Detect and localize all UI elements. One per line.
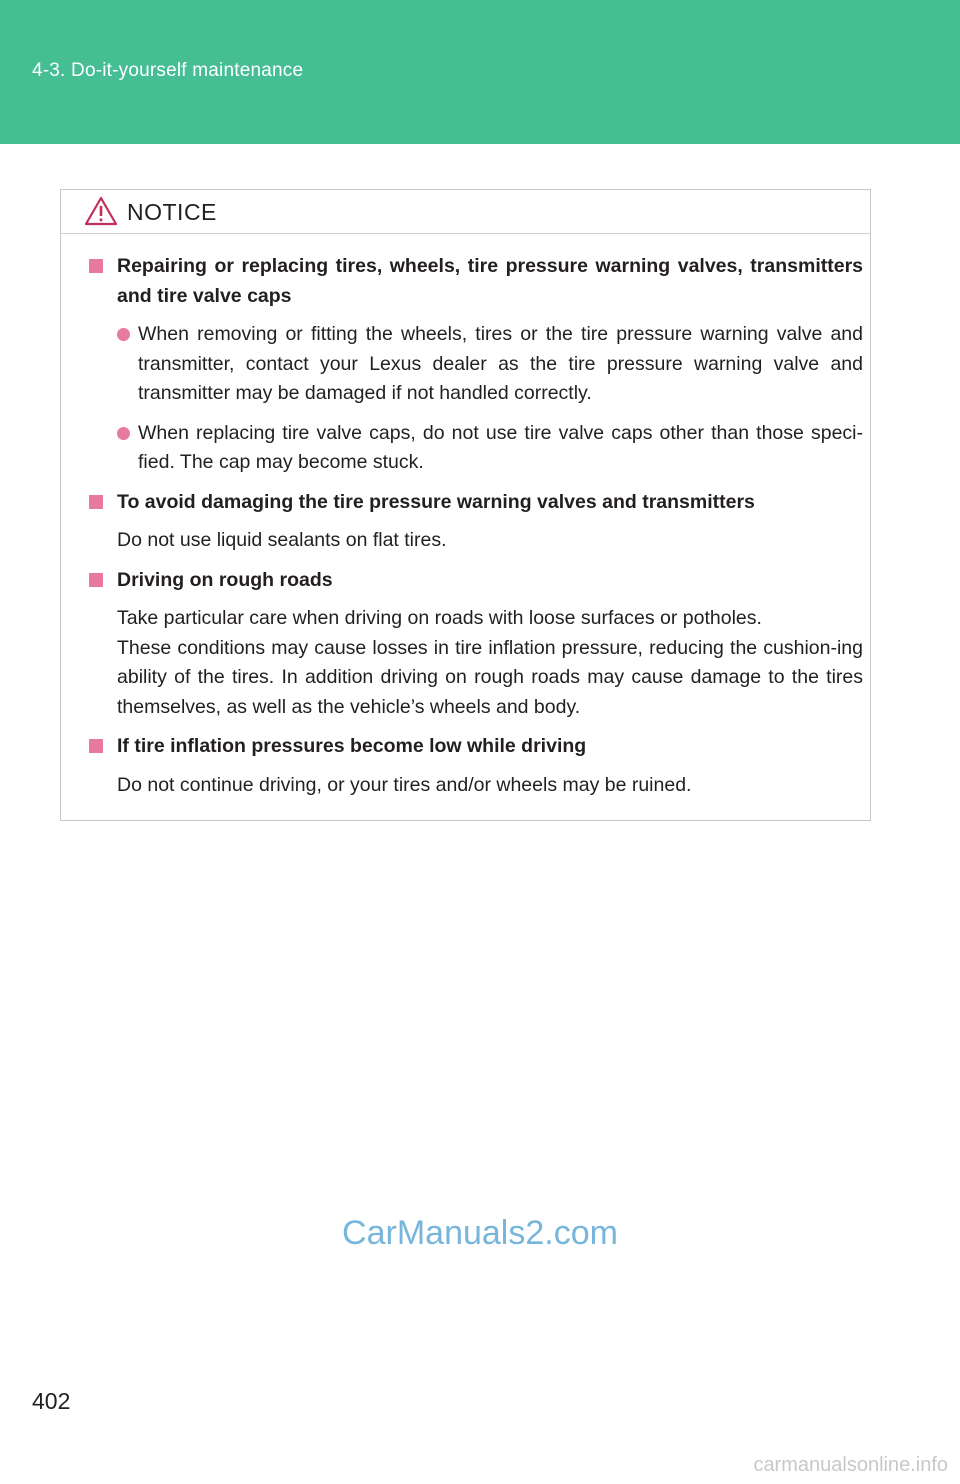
section-heading-text: To avoid damaging the tire pressure warning valves and transmitters — [117, 490, 755, 513]
notice-title: NOTICE — [127, 199, 217, 225]
bullet-item — [117, 419, 863, 478]
bullet-text: When replacing tire valve caps, do not use tire valve caps other than those speci-fied. The cap may become stuck. — [138, 421, 863, 473]
notice-box — [60, 189, 871, 821]
section-text: These conditions may cause losses in tire inflation pressure, reducing the cushion-ing ability of the tires. In addition driving on rough roads may cause damage to the tires themselves, as well as the vehicle’s wheels and body. — [117, 636, 863, 718]
header-band — [0, 0, 960, 144]
page-number: 402 — [32, 1388, 71, 1414]
section-text: Do not use liquid sealants on flat tires. — [117, 529, 447, 551]
section-heading — [89, 252, 863, 311]
section-label: 4-3. Do-it-yourself maintenance — [32, 60, 304, 81]
bullet-text: When removing or fitting the wheels, tires or the tire pressure warning valve and transmitter, contact your Lexus dealer as the tire pressure warning valve and transmitter may be damaged if not handled correctly. — [138, 323, 863, 404]
square-bullet-icon — [89, 739, 103, 753]
square-bullet-icon — [89, 495, 103, 509]
section-heading — [89, 566, 863, 596]
notice-content — [89, 252, 863, 810]
square-bullet-icon — [89, 573, 103, 587]
section-text: Take particular care when driving on roads with loose surfaces or potholes. — [117, 607, 762, 629]
section-text: Do not continue driving, or your tires and/or wheels may be ruined. — [117, 773, 692, 796]
round-bullet-icon — [117, 328, 130, 341]
bullet-item — [117, 320, 863, 409]
section-heading — [89, 488, 863, 518]
warning-triangle-icon — [84, 196, 118, 226]
round-bullet-icon — [117, 427, 130, 440]
section-heading-text: Driving on rough roads — [117, 568, 333, 591]
watermark-footer: carmanualsonline.info — [753, 1454, 948, 1476]
bullet-list — [89, 320, 863, 478]
notice-header — [61, 190, 870, 234]
section-heading-text: Repairing or replacing tires, wheels, tire pressure warning valves, transmitters and tire valve caps — [117, 255, 863, 307]
square-bullet-icon — [89, 259, 103, 273]
watermark-logo: CarManuals2.com — [342, 1214, 618, 1252]
section-heading-text: If tire inflation pressures become low while driving — [117, 735, 587, 757]
section-heading — [89, 732, 863, 762]
